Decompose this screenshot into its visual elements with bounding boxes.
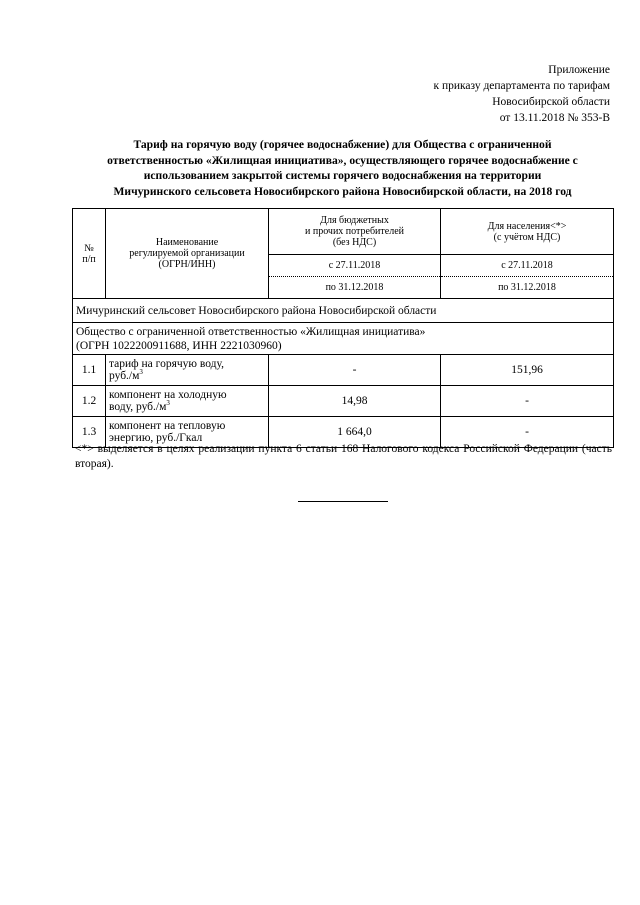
- organization-row: [73, 323, 614, 355]
- footnote: <*> выделяется в целях реализации пункта 6 статьи 168 Налогового кодекса Российской Федерации (часть вторая).: [75, 443, 612, 470]
- tariff-table: [72, 208, 614, 448]
- row-number: 1.3: [73, 417, 106, 448]
- table-header-row: [73, 209, 614, 255]
- table-row: [73, 386, 614, 417]
- header-budget-consumers: Для бюджетных и прочих потребителей (без НДС): [269, 209, 441, 255]
- header-organization-name: Наименование регулируемой организации (ОГРН/ИНН): [106, 209, 269, 299]
- row-number: 1.2: [73, 386, 106, 417]
- document-title: [70, 137, 615, 199]
- title-line-4: Мичуринского сельсовета Новосибирского района Новосибирской области, на 2018 год: [113, 184, 572, 198]
- row-population-value: -: [441, 386, 614, 417]
- row-item-name: компонент на тепловую энергию, руб./Гкал: [106, 417, 269, 448]
- row-budget-value: 1 664,0: [269, 417, 441, 448]
- territory-name: Мичуринский сельсовет Новосибирского района Новосибирской области: [73, 299, 614, 323]
- annex-header: [433, 62, 610, 126]
- row-item-name: тариф на горячую воду, $руб./м^3$: [106, 355, 269, 386]
- header-number: № п/п: [73, 209, 106, 299]
- title-line-3: использованием закрытой системы горячего водоснабжения на территории: [143, 169, 542, 182]
- table-row: [73, 355, 614, 386]
- population-period: с 27.11.2018 по 31.12.2018: [441, 255, 614, 299]
- annex-region: Новосибирской области: [492, 96, 610, 108]
- title-line-1: Тариф на горячую воду (горячее водоснабжение) для Общества с ограниченной: [133, 138, 552, 151]
- row-budget-value: -: [269, 355, 441, 386]
- row-number: 1.1: [73, 355, 106, 386]
- territory-row: [73, 299, 614, 323]
- budget-period: с 27.11.2018 по 31.12.2018: [269, 255, 441, 299]
- annex-label: Приложение: [548, 64, 610, 76]
- row-population-value: -: [441, 417, 614, 448]
- organization-name: Общество с ограниченной ответственностью «Жилищная инициатива» (ОГРН 1022200911688, ИНН 2221030960): [73, 323, 614, 355]
- row-budget-value: 14,98: [269, 386, 441, 417]
- annex-order-date-number: от 13.11.2018 № 353-В: [499, 112, 610, 124]
- annex-order-reference: к приказу департамента по тарифам: [433, 80, 610, 92]
- end-divider: [298, 501, 388, 502]
- row-item-name: компонент на холодную воду, $руб./м^3$: [106, 386, 269, 417]
- row-population-value: 151,96: [441, 355, 614, 386]
- header-population: Для населения<*> (с учётом НДС): [441, 209, 614, 255]
- title-line-2: ответственностью «Жилищная инициатива», осуществляющего горячее водоснабжение с: [107, 153, 578, 167]
